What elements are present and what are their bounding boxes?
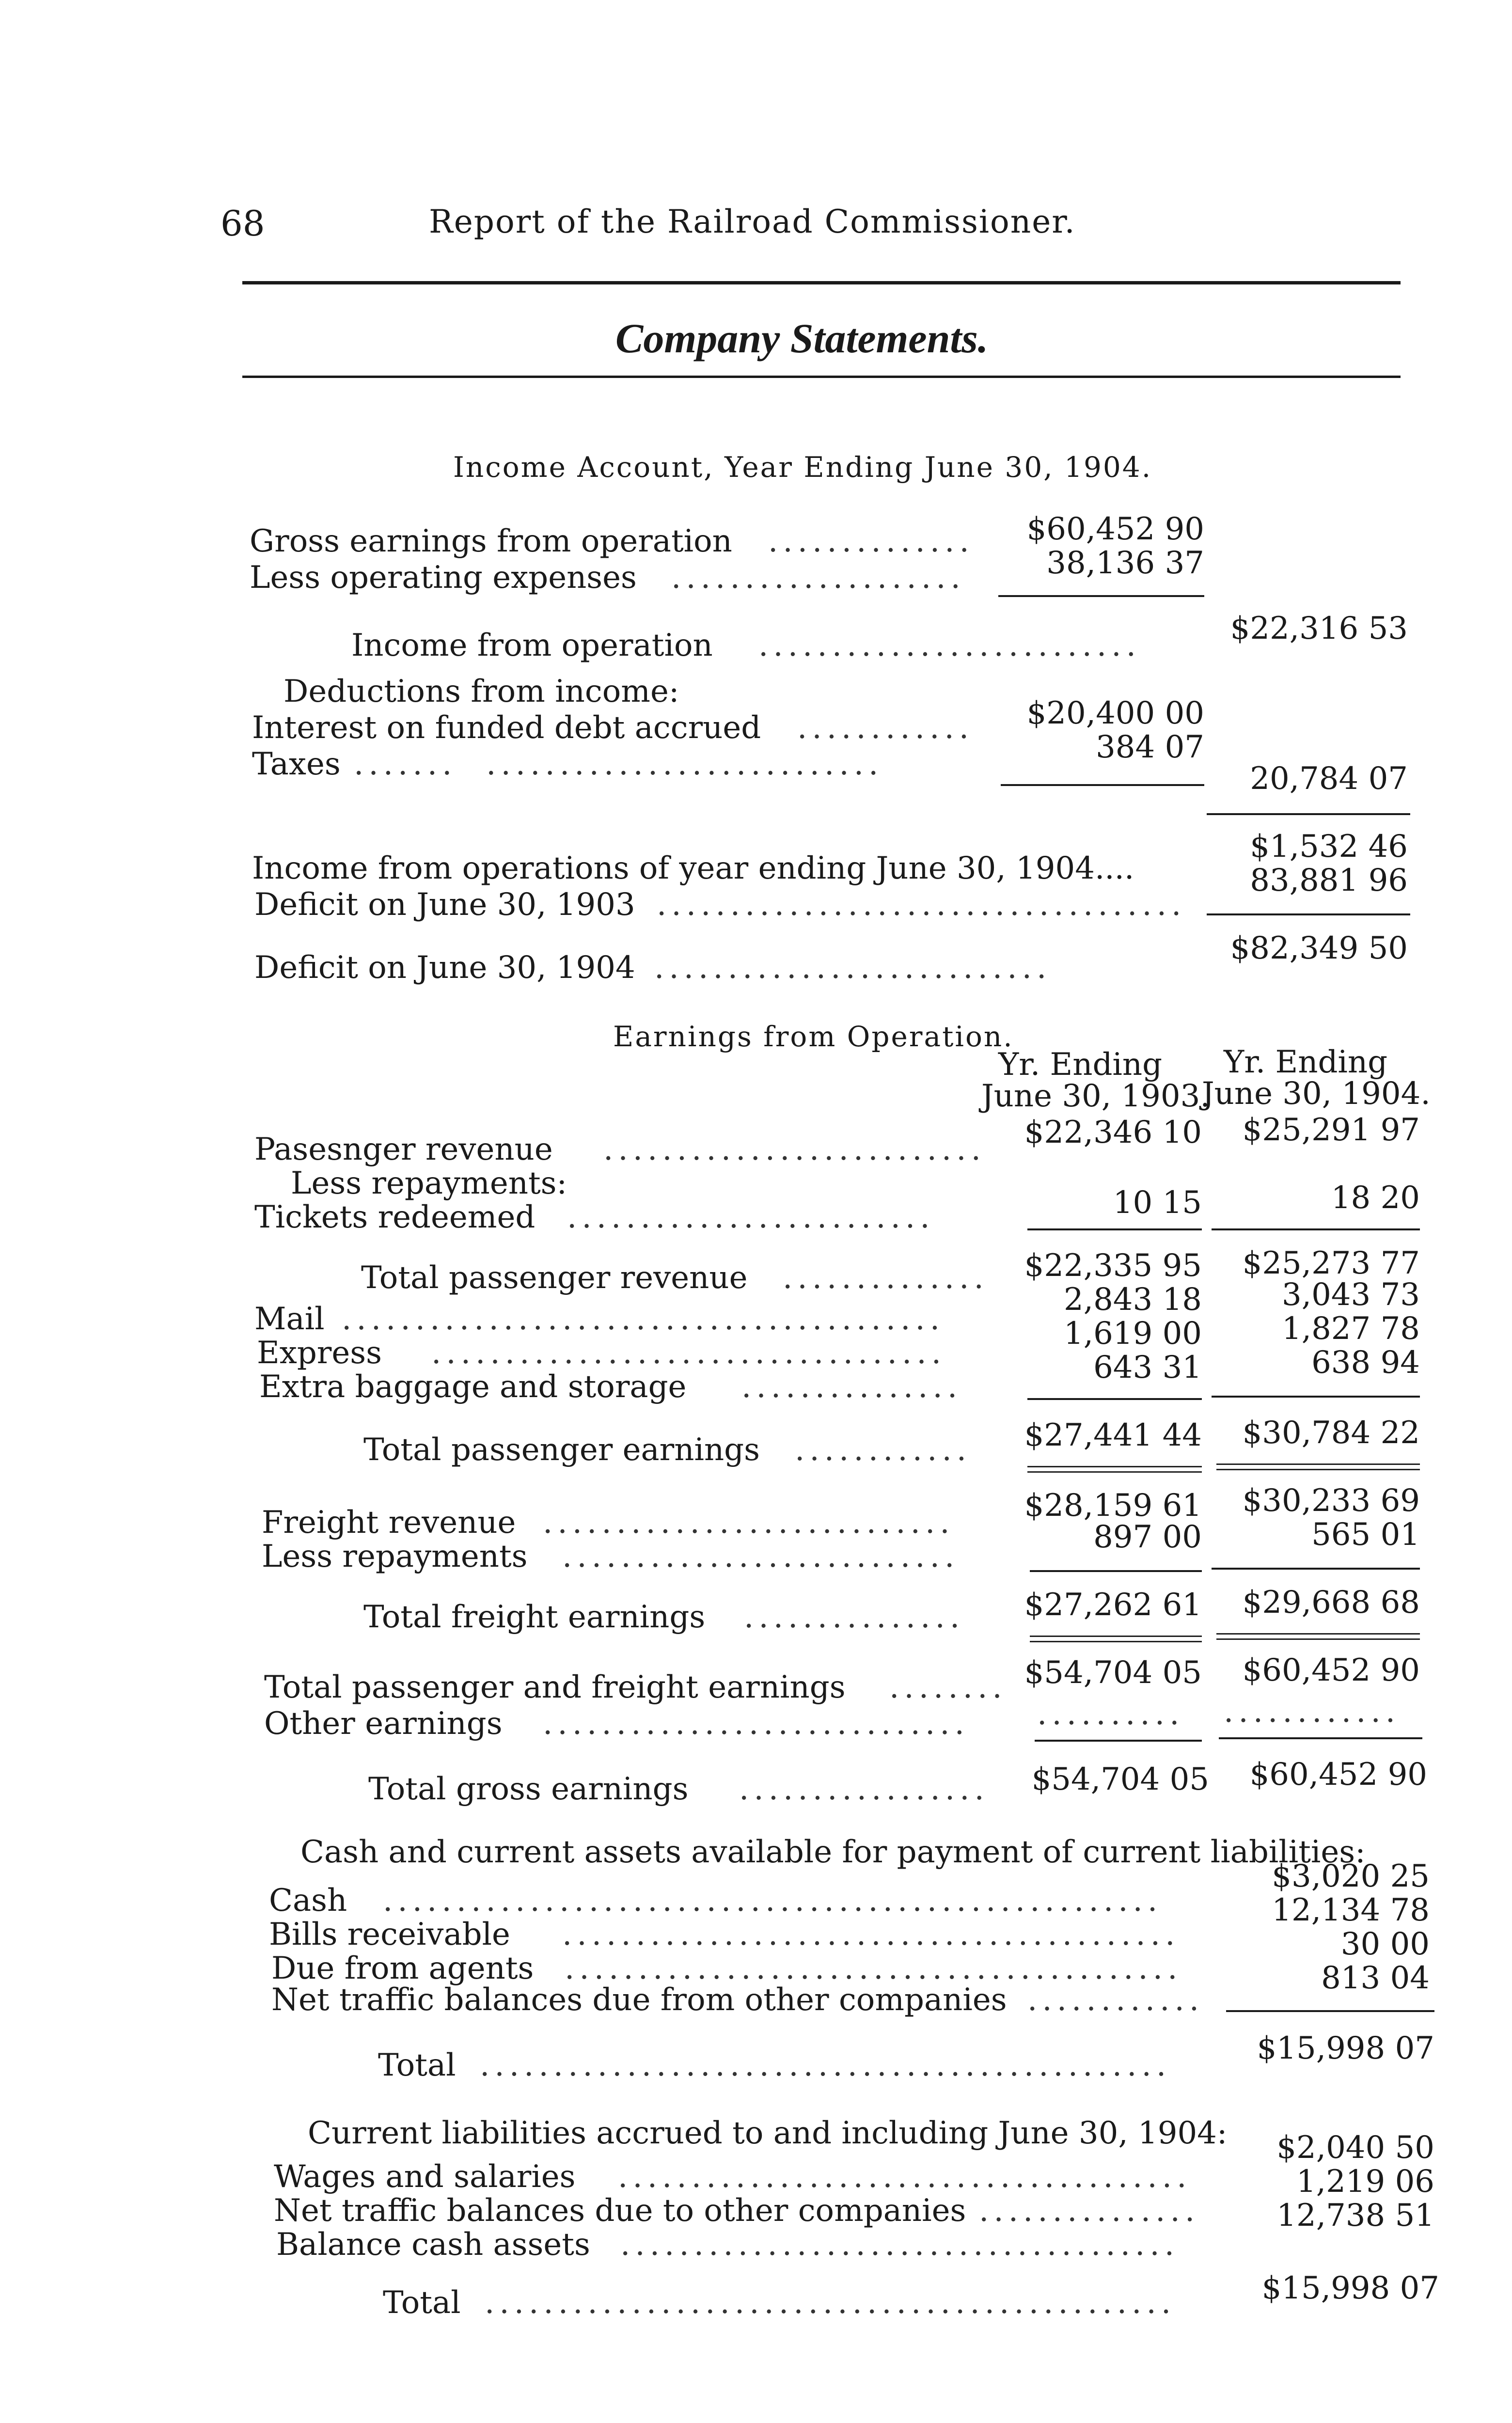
title-rule xyxy=(242,376,1401,378)
earn-label: Freight revenue xyxy=(262,1505,516,1541)
earn-label: Less repayments: xyxy=(291,1165,567,1201)
earn-label: Total passenger and freight earnings xyxy=(264,1669,846,1705)
ia-col1: $20,400 00 xyxy=(1026,695,1204,731)
leader-dots: ............................................... xyxy=(485,2287,1176,2318)
income-account-heading: Income Account, Year Ending June 30, 1904. xyxy=(453,451,1152,484)
leader-dots: ............ xyxy=(795,1434,972,1465)
ia-label: Deficit on June 30, 1904 xyxy=(254,950,635,986)
earn-1904: 18 20 xyxy=(1331,1180,1420,1216)
earn-1903: $27,262 61 xyxy=(1024,1587,1202,1623)
earn-label: Total freight earnings xyxy=(363,1599,706,1635)
leader-dots: ................................... xyxy=(431,1337,946,1369)
leader-dots: ...................................... xyxy=(620,2229,1180,2260)
leader-dots: ............................................... xyxy=(480,2050,1171,2081)
asset-value: $3,020 25 xyxy=(1272,1858,1430,1894)
asset-label: Due from agents xyxy=(271,1951,534,1986)
earn-1903: $54,704 05 xyxy=(1031,1762,1209,1797)
earn-label: Total passenger revenue xyxy=(361,1260,748,1296)
leader-dots: .................................... xyxy=(657,889,1186,920)
leader-dots: ..................................................... xyxy=(383,1885,1163,1916)
liability-label: Balance cash assets xyxy=(276,2227,590,2263)
earn-1903: 1,619 00 xyxy=(1064,1316,1202,1352)
liability-value: $2,040 50 xyxy=(1276,2130,1434,2166)
leader-dots: ............... xyxy=(741,1371,962,1402)
asset-label: Total xyxy=(378,2047,456,2083)
earn-1904: $29,668 68 xyxy=(1242,1585,1420,1621)
ia-label: Gross earnings from operation xyxy=(250,523,732,559)
asset-value: 12,134 78 xyxy=(1272,1892,1430,1928)
earn-1904: $30,784 22 xyxy=(1242,1415,1420,1451)
asset-value: 813 04 xyxy=(1321,1960,1430,1996)
sum-rule xyxy=(1207,813,1410,815)
assets-heading: Cash and current assets available for payment of current liabilities: xyxy=(300,1834,1366,1870)
ia-label: Deficit on June 30, 1903 xyxy=(254,887,635,923)
earn-1904: 3,043 73 xyxy=(1282,1277,1420,1313)
earn-label: Pasesnger revenue xyxy=(254,1132,553,1167)
ia-label: Income from operations of year ending June 30, 1904.... xyxy=(252,850,1134,886)
leader-dots: ............ xyxy=(1224,1696,1401,1727)
earn-1903: 897 00 xyxy=(1093,1519,1202,1555)
leader-dots: ........................... xyxy=(654,952,1052,983)
earn-1904: 1,827 78 xyxy=(1282,1311,1420,1347)
earn-label: Express xyxy=(257,1335,382,1371)
ia-label: Income from operation xyxy=(351,628,713,663)
leader-dots: ............ xyxy=(1027,1984,1204,2015)
leader-dots: .......... xyxy=(1037,1699,1184,1730)
leader-dots: ......................... xyxy=(567,1202,935,1233)
leader-dots: .................... xyxy=(671,562,965,593)
earn-1903: $22,335 95 xyxy=(1024,1248,1202,1284)
liabilities-heading: Current liabilities accrued to and including June 30, 1904: xyxy=(308,2115,1228,2151)
sum-rule xyxy=(998,595,1204,597)
sum-rule xyxy=(1030,1570,1202,1572)
liability-value: 12,738 51 xyxy=(1276,2198,1434,2234)
double-rule xyxy=(1216,1633,1420,1640)
leader-dots: .............. xyxy=(783,1262,989,1293)
top-rule xyxy=(242,281,1401,284)
ia-col2: 20,784 07 xyxy=(1250,761,1408,797)
liability-label: Wages and salaries xyxy=(274,2159,576,2195)
sum-rule xyxy=(1212,1228,1420,1230)
leader-dots: ............... xyxy=(744,1602,965,1633)
leader-dots: ........ xyxy=(889,1672,1007,1703)
ia-col2: $22,316 53 xyxy=(1230,611,1408,646)
leader-dots: ............................. xyxy=(543,1708,969,1739)
ia-label: Interest on funded debt accrued xyxy=(252,710,761,746)
leader-dots: ................. xyxy=(739,1774,989,1805)
col-header-1903-line2: June 30, 1903. xyxy=(981,1078,1210,1114)
liability-value: $15,998 07 xyxy=(1261,2270,1439,2306)
double-rule xyxy=(1030,1636,1202,1642)
ia-col2: $82,349 50 xyxy=(1230,930,1408,966)
asset-value: 30 00 xyxy=(1340,1926,1430,1962)
liability-label: Net traffic balances due to other companies xyxy=(274,2193,966,2229)
leader-dots: ............................ xyxy=(543,1507,955,1538)
earn-1903: 10 15 xyxy=(1113,1185,1202,1221)
ia-col1: 384 07 xyxy=(1096,729,1204,765)
col-header-1904-line2: June 30, 1904. xyxy=(1202,1076,1431,1112)
leader-dots: .......................................... xyxy=(562,1919,1180,1950)
sum-rule xyxy=(1226,2010,1434,2012)
sum-rule xyxy=(1212,1568,1420,1570)
sum-rule xyxy=(1027,1228,1202,1230)
asset-value: $15,998 07 xyxy=(1257,2030,1434,2066)
earn-1904: $60,452 90 xyxy=(1242,1652,1420,1688)
asset-label: Net traffic balances due from other companies xyxy=(271,1982,1007,2018)
earn-1903: $27,441 44 xyxy=(1024,1417,1202,1453)
leader-dots: ............... xyxy=(979,2195,1200,2226)
earn-label: Mail xyxy=(254,1301,325,1337)
sum-rule xyxy=(1035,1740,1202,1742)
sum-rule xyxy=(1027,1398,1202,1400)
double-rule xyxy=(1216,1463,1420,1470)
sum-rule xyxy=(1212,1396,1420,1398)
earn-1903: $28,159 61 xyxy=(1024,1488,1202,1524)
page-number: 68 xyxy=(220,203,265,244)
earn-1903: 643 31 xyxy=(1093,1350,1202,1385)
leader-dots: ........................... xyxy=(562,1541,960,1572)
earn-label: Less repayments xyxy=(262,1539,528,1574)
earn-1904: $60,452 90 xyxy=(1249,1757,1427,1793)
sum-rule xyxy=(1001,784,1204,786)
sum-rule xyxy=(1219,1737,1422,1739)
earn-1903: 2,843 18 xyxy=(1064,1282,1202,1318)
earn-1904: 638 94 xyxy=(1311,1345,1420,1381)
earn-1904: 565 01 xyxy=(1311,1517,1420,1553)
asset-label: Bills receivable xyxy=(269,1917,510,1952)
earn-1903: $22,346 10 xyxy=(1024,1115,1202,1150)
sum-rule xyxy=(1207,913,1410,915)
leader-dots: ......................................... xyxy=(342,1304,945,1335)
leader-dots: .......................... xyxy=(758,630,1141,661)
ia-col1: $60,452 90 xyxy=(1026,511,1204,547)
earn-1904: $25,291 97 xyxy=(1242,1112,1420,1148)
leader-dots: .......................... xyxy=(603,1134,986,1165)
asset-label: Cash xyxy=(269,1883,347,1919)
earn-1904: $30,233 69 xyxy=(1242,1483,1420,1519)
ia-label: Taxes xyxy=(252,746,341,782)
leader-dots: ............ xyxy=(797,712,974,743)
earn-label: Other earnings xyxy=(264,1706,503,1742)
earn-label: Total passenger earnings xyxy=(363,1432,760,1468)
double-rule xyxy=(1027,1466,1202,1473)
ia-label: Deductions from income: xyxy=(284,674,679,709)
leader-dots: ....... ........................... xyxy=(354,749,883,780)
earn-1903: $54,704 05 xyxy=(1024,1655,1202,1691)
leader-dots: .......................................... xyxy=(565,1953,1182,1984)
earn-label: Extra baggage and storage xyxy=(259,1369,687,1405)
leader-dots: .............. xyxy=(768,526,974,557)
ia-col2: 83,881 96 xyxy=(1250,863,1408,898)
earn-label: Total gross earnings xyxy=(368,1771,689,1807)
earnings-heading: Earnings from Operation. xyxy=(613,1020,1014,1053)
col-header-1904-line1: Yr. Ending xyxy=(1224,1044,1388,1080)
leader-dots: ....................................... xyxy=(618,2161,1192,2192)
earn-label: Tickets redeemed xyxy=(254,1199,536,1235)
earn-1904: $25,273 77 xyxy=(1242,1245,1420,1281)
section-title: Company Statements. xyxy=(615,315,989,362)
liability-value: 1,219 06 xyxy=(1296,2164,1434,2200)
ia-col1: 38,136 37 xyxy=(1046,545,1204,581)
liability-label: Total xyxy=(383,2285,461,2321)
running-title: Report of the Railroad Commissioner. xyxy=(429,203,1076,240)
ia-label: Less operating expenses xyxy=(250,560,637,596)
ia-col2: $1,532 46 xyxy=(1250,829,1408,865)
col-header-1903-line1: Yr. Ending xyxy=(998,1047,1163,1083)
